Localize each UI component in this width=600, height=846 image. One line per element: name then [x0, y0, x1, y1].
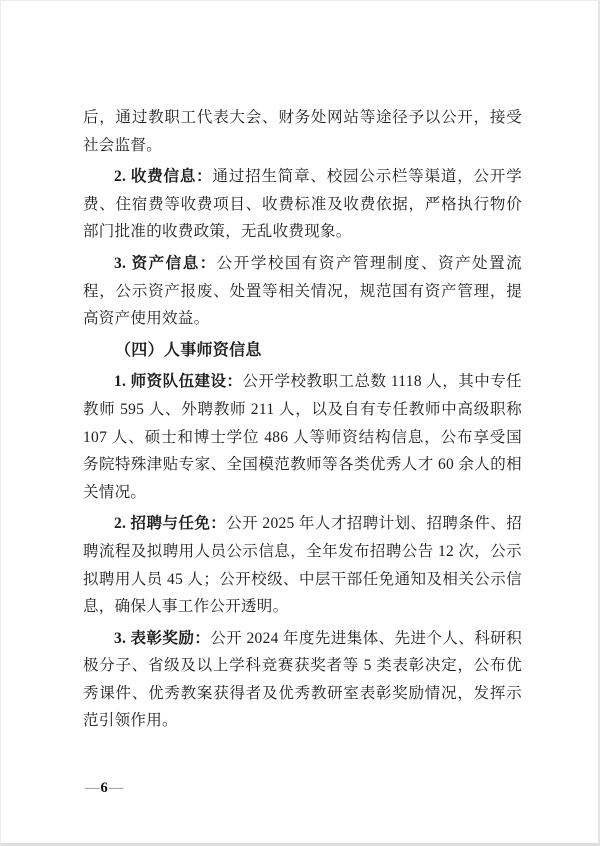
paragraph-label: 2. 招聘与任免：	[114, 515, 227, 533]
page-number	[85, 779, 123, 797]
paragraph-text: 公开 2025 年人才招聘计划、招聘条件、招聘流程及拟聘用人员公示信息，全年发布招聘公告 12 次，公示拟聘用人员 45 人；公开校级、中层干部任免通知及相关公示信息，确保人事工作公开透明。	[83, 515, 522, 616]
paragraph-label: 3. 表彰奖励：	[114, 629, 211, 647]
page-number-dash-left: —	[85, 780, 100, 796]
paragraph-label: 1. 师资队伍建设：	[114, 373, 243, 391]
paragraph-text: 公开学校国有资产管理制度、资产处置流程，公示资产报废、处置等相关情况，规范国有资产管理，提高资产使用效益。	[83, 254, 523, 328]
paragraph-asset-info	[83, 250, 522, 333]
section-heading-text: （四）人事师资信息	[115, 341, 262, 359]
paragraph-continuation	[83, 104, 522, 159]
paragraph-recruitment	[83, 510, 522, 620]
page-number-value: 6	[100, 780, 108, 796]
paragraph-text: 公开 2024 年度先进集体、先进个人、科研积极分子、省级及以上学科竞赛获奖者等 5 类表彰决定，公布优秀课件、优秀教案获得者及优秀教研室表彰奖励情况，发挥示范引领作用。	[83, 629, 522, 730]
paragraph-commendation	[83, 625, 522, 735]
paragraph-fee-info	[83, 163, 522, 246]
paragraph-faculty-team	[83, 368, 522, 506]
paragraph-label: 2. 收费信息：	[114, 168, 213, 186]
paragraph-label: 3. 资产信息：	[114, 254, 217, 272]
page-number-dash-right: —	[108, 780, 124, 796]
paragraph-text: 公开学校教职工总数 1118 人，其中专任教师 595 人、外聘教师 211 人，以及自有专任教师中高级职称 107 人、硕士和博士学位 486 人等师资结构信息，公布享受国务院特殊津贴专家、全国模范教师等各类优秀人才 60 余人的相关情况。	[83, 373, 522, 501]
paragraph-text: 通过招生简章、校园公示栏等渠道，公开学费、住宿费等收费项目、收费标准及收费依据，严格执行物价部门批准的收费政策，无乱收费现象。	[83, 168, 522, 241]
section-heading-personnel	[83, 337, 522, 365]
paragraph-text: 后，通过教职工代表大会、财务处网站等途径予以公开，接受社会监督。	[83, 109, 522, 154]
document-body	[83, 104, 522, 739]
